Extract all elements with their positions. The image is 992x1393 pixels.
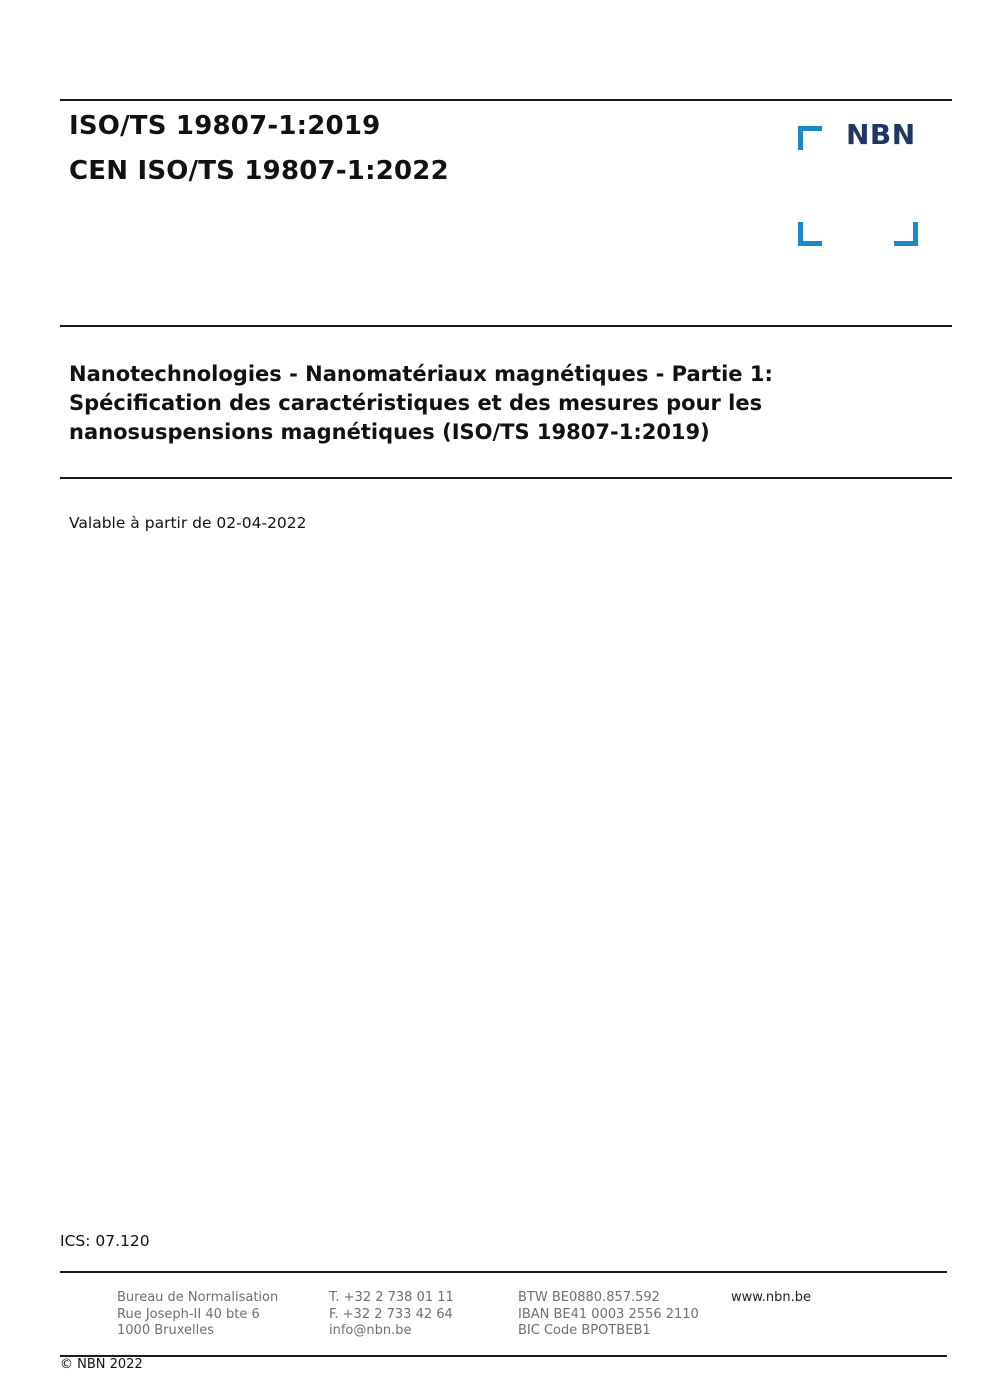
footer-email-link[interactable]: info@nbn.be <box>329 1323 412 1338</box>
title-divider-bottom <box>60 477 952 479</box>
footer-vat: BTW BE0880.857.592 <box>518 1290 660 1305</box>
ics-code: ICS: 07.120 <box>60 1232 150 1250</box>
footer-bic: BIC Code BPOTBEB1 <box>518 1323 651 1338</box>
document-title <box>69 360 939 447</box>
top-divider <box>60 99 952 101</box>
footer-web <box>731 1290 811 1307</box>
footer-divider-top <box>60 1271 947 1273</box>
logo-corner-bottom-right-h <box>894 241 918 246</box>
footer-address-line: Bureau de Normalisation <box>117 1290 279 1305</box>
footer-address <box>117 1290 278 1340</box>
iso-standard-code: ISO/TS 19807-1:2019 <box>69 111 381 141</box>
footer-address-line: 1000 Bruxelles <box>117 1323 215 1338</box>
title-line: nanosuspensions magnétiques (ISO/TS 19807-1:2019) <box>69 420 710 444</box>
footer-phone: T. +32 2 738 01 11 <box>329 1290 454 1305</box>
title-divider-top <box>60 325 952 327</box>
footer-divider-bottom <box>60 1355 947 1357</box>
title-line: Nanotechnologies - Nanomatériaux magnétiques - Partie 1: <box>69 362 773 386</box>
logo-corner-top-left-h <box>798 126 822 131</box>
footer-address-line: Rue Joseph-II 40 bte 6 <box>117 1306 260 1322</box>
logo-corner-bottom-left-h <box>798 241 822 246</box>
footer-contact <box>329 1290 454 1340</box>
validity-date: Valable à partir de 02-04-2022 <box>69 514 307 532</box>
footer-fax: F. +32 2 733 42 64 <box>329 1306 453 1322</box>
footer-website-link[interactable]: www.nbn.be <box>731 1290 811 1305</box>
footer-banking <box>518 1290 699 1340</box>
title-line: Spécification des caractéristiques et des mesures pour les <box>69 391 763 415</box>
footer-iban: IBAN BE41 0003 2556 2110 <box>518 1306 699 1322</box>
copyright-notice: © NBN 2022 <box>60 1357 143 1372</box>
logo-wordmark: NBN <box>846 118 916 151</box>
cen-standard-code: CEN ISO/TS 19807-1:2022 <box>69 156 449 186</box>
